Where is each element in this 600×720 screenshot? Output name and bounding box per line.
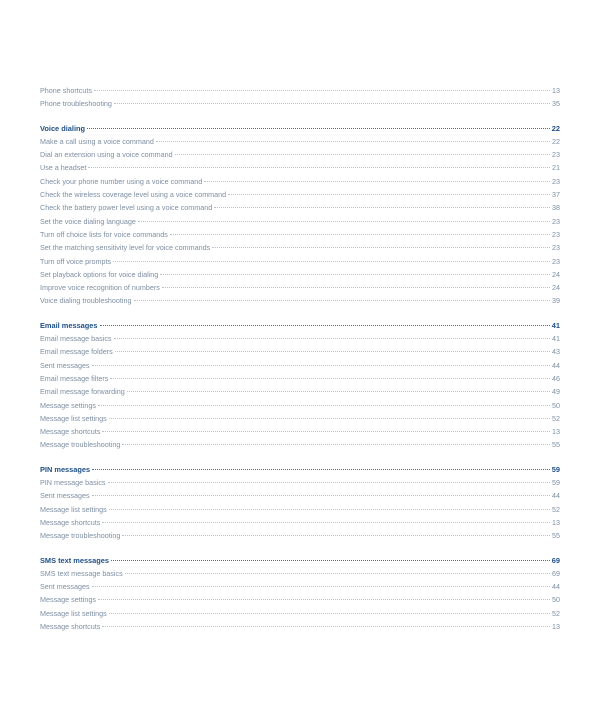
toc-entry[interactable] — [40, 281, 560, 294]
toc-entry-title: Message shortcuts — [40, 517, 101, 527]
section-gap — [40, 452, 560, 463]
toc-entry-page-number: 21 — [552, 163, 560, 173]
toc-entry[interactable] — [40, 359, 560, 372]
toc-entry-title: Message list settings — [40, 504, 107, 514]
toc-entry-page-number: 52 — [552, 608, 560, 618]
toc-entry-page-number: 50 — [552, 595, 560, 605]
toc-entry-page-number: 23 — [552, 150, 560, 160]
toc-section-heading-title: SMS text messages — [40, 555, 110, 565]
toc-entry[interactable] — [40, 438, 560, 451]
toc-entry[interactable] — [40, 97, 560, 110]
toc-entry-page-number: 13 — [552, 86, 560, 95]
toc-entry-title: Improve voice recognition of numbers — [40, 283, 160, 293]
toc-entry-page-number: 55 — [552, 440, 560, 450]
dot-leader — [156, 141, 550, 142]
toc-entry-title: Dial an extension using a voice command — [40, 150, 173, 160]
toc-entry[interactable] — [40, 489, 560, 502]
toc-entry-page-number: 50 — [552, 400, 560, 410]
dot-leader — [102, 522, 550, 523]
toc-entry[interactable] — [40, 567, 560, 580]
toc-section-heading-page-number: 69 — [551, 555, 560, 565]
toc-section-heading-page-number: 41 — [551, 320, 560, 330]
toc-entry-page-number: 23 — [552, 216, 560, 226]
toc-entry-page-number: 69 — [552, 568, 560, 578]
toc-entry-title: Phone troubleshooting — [40, 99, 112, 109]
dot-leader — [115, 351, 550, 352]
toc-entry[interactable] — [40, 255, 560, 268]
toc-entry-title: Phone shortcuts — [40, 86, 92, 95]
toc-entry-page-number: 23 — [552, 176, 560, 186]
toc-entry[interactable] — [40, 345, 560, 358]
dot-leader — [94, 90, 550, 91]
toc-entry[interactable] — [40, 503, 560, 516]
dot-leader — [134, 300, 550, 301]
toc-entry-page-number: 23 — [552, 256, 560, 266]
toc-entry-page-number: 38 — [552, 203, 560, 213]
toc-entry-page-number: 52 — [552, 504, 560, 514]
toc-entry-page-number: 23 — [552, 243, 560, 253]
toc-section-heading-title: Email messages — [40, 320, 98, 330]
toc-entry-title: Use a headset — [40, 163, 87, 173]
toc-entry-page-number: 59 — [552, 478, 560, 488]
toc-section-heading-title: Voice dialing — [40, 123, 86, 133]
toc-entry-title: Message shortcuts — [40, 621, 101, 631]
toc-entry-page-number: 13 — [552, 427, 560, 437]
toc-entry-page-number: 37 — [552, 190, 560, 200]
toc-section-heading-title: PIN messages — [40, 464, 91, 474]
dot-leader — [127, 391, 550, 392]
toc-entry-page-number: 23 — [552, 229, 560, 239]
toc-entry-title: Voice dialing troubleshooting — [40, 296, 132, 306]
toc-entry-title: Message troubleshooting — [40, 531, 121, 541]
toc-section-heading[interactable] — [40, 319, 560, 332]
toc-entry[interactable] — [40, 476, 560, 489]
toc-entry-page-number: 44 — [552, 491, 560, 501]
dot-leader — [109, 418, 550, 419]
toc-section-heading-page-number: 59 — [551, 464, 560, 474]
toc-entry-title: Email message basics — [40, 334, 112, 344]
dot-leader — [160, 274, 550, 275]
toc-entry[interactable] — [40, 620, 560, 633]
toc-entry-title: Turn off choice lists for voice commands — [40, 229, 168, 239]
section-gap — [40, 111, 560, 122]
dot-leader — [88, 167, 550, 168]
toc-entry-page-number: 22 — [552, 136, 560, 146]
toc-entry-title: Set the matching sensitivity level for voice commands — [40, 243, 211, 253]
toc-entry[interactable] — [40, 425, 560, 438]
toc-entry-title: Email message forwarding — [40, 387, 125, 397]
toc-section-heading-page-number: 22 — [551, 123, 560, 133]
toc-entry[interactable] — [40, 161, 560, 174]
dot-leader — [100, 325, 550, 326]
toc-entry[interactable] — [40, 593, 560, 606]
toc-entry-title: Sent messages — [40, 491, 90, 501]
toc-entry-title: Check the battery power level using a voice command — [40, 203, 213, 213]
toc-entry-title: Sent messages — [40, 582, 90, 592]
toc-entry[interactable] — [40, 529, 560, 542]
dot-leader — [175, 154, 550, 155]
dot-leader — [228, 194, 550, 195]
dot-leader — [113, 261, 550, 262]
dot-leader — [114, 103, 550, 104]
toc-entry-title: Email message folders — [40, 347, 113, 357]
dot-leader — [170, 234, 550, 235]
dot-leader — [110, 378, 550, 379]
toc-entry[interactable] — [40, 385, 560, 398]
toc-entry-page-number: 52 — [552, 413, 560, 423]
dot-leader — [122, 535, 550, 536]
dot-leader — [92, 365, 550, 366]
toc-entry-title: Message shortcuts — [40, 427, 101, 437]
toc-entry-page-number: 35 — [552, 99, 560, 109]
dot-leader — [162, 287, 550, 288]
toc-entry[interactable] — [40, 228, 560, 241]
dot-leader — [122, 444, 550, 445]
dot-leader — [87, 128, 550, 129]
dot-leader — [114, 338, 550, 339]
toc-entry-page-number: 46 — [552, 373, 560, 383]
toc-entry[interactable] — [40, 201, 560, 214]
toc-entry-title: Check your phone number using a voice command — [40, 176, 203, 186]
toc-entry-title: SMS text message basics — [40, 568, 123, 578]
dot-leader — [102, 626, 550, 627]
toc-entry[interactable] — [40, 215, 560, 228]
dot-leader — [111, 560, 550, 561]
dot-leader — [102, 431, 550, 432]
toc-entry-page-number: 13 — [552, 621, 560, 631]
section-gap — [40, 543, 560, 554]
toc-entry-page-number: 43 — [552, 347, 560, 357]
toc-entry[interactable] — [40, 412, 560, 425]
toc-entry-title: Message list settings — [40, 608, 107, 618]
dot-leader — [98, 405, 550, 406]
toc-entry-title: Set playback options for voice dialing — [40, 269, 159, 279]
table-of-contents — [40, 84, 560, 633]
toc-entry-page-number: 39 — [552, 296, 560, 306]
dot-leader — [214, 207, 550, 208]
toc-section-heading[interactable] — [40, 463, 560, 476]
toc-entry[interactable] — [40, 268, 560, 281]
toc-entry-title: Message settings — [40, 400, 96, 410]
toc-entry[interactable] — [40, 516, 560, 529]
dot-leader — [98, 599, 550, 600]
section-gap — [40, 308, 560, 319]
toc-entry-title: Check the wireless coverage level using a voice command — [40, 190, 227, 200]
toc-entry[interactable] — [40, 135, 560, 148]
toc-entry[interactable] — [40, 399, 560, 412]
toc-entry[interactable] — [40, 372, 560, 385]
toc-entry[interactable] — [40, 84, 560, 97]
toc-entry[interactable] — [40, 175, 560, 188]
toc-entry[interactable] — [40, 607, 560, 620]
dot-leader — [138, 221, 550, 222]
toc-entry-title: Message troubleshooting — [40, 440, 121, 450]
toc-entry[interactable] — [40, 188, 560, 201]
toc-entry[interactable] — [40, 332, 560, 345]
dot-leader — [125, 573, 550, 574]
toc-entry-page-number: 24 — [552, 283, 560, 293]
dot-leader — [109, 613, 550, 614]
dot-leader — [204, 181, 550, 182]
toc-entry[interactable] — [40, 580, 560, 593]
toc-entry-page-number: 49 — [552, 387, 560, 397]
toc-entry[interactable] — [40, 148, 560, 161]
toc-entry-title: PIN message basics — [40, 478, 106, 488]
toc-entry-title: Sent messages — [40, 360, 90, 370]
toc-entry[interactable] — [40, 294, 560, 307]
toc-entry-page-number: 24 — [552, 269, 560, 279]
toc-section-heading[interactable] — [40, 122, 560, 135]
dot-leader — [92, 586, 550, 587]
toc-entry-page-number: 41 — [552, 334, 560, 344]
toc-entry-title: Set the voice dialing language — [40, 216, 136, 226]
toc-entry-title: Turn off voice prompts — [40, 256, 112, 266]
toc-section-heading[interactable] — [40, 554, 560, 567]
toc-entry-title: Email message filters — [40, 373, 109, 383]
toc-entry[interactable] — [40, 241, 560, 254]
dot-leader — [108, 482, 550, 483]
toc-entry-title: Message list settings — [40, 413, 107, 423]
dot-leader — [92, 495, 550, 496]
toc-entry-title: Message settings — [40, 595, 96, 605]
dot-leader — [92, 469, 550, 470]
toc-entry-page-number: 44 — [552, 582, 560, 592]
toc-entry-title: Make a call using a voice command — [40, 136, 154, 146]
toc-entry-page-number: 44 — [552, 360, 560, 370]
toc-entry-page-number: 13 — [552, 517, 560, 527]
dot-leader — [109, 509, 550, 510]
toc-entry-page-number: 55 — [552, 531, 560, 541]
dot-leader — [212, 247, 550, 248]
